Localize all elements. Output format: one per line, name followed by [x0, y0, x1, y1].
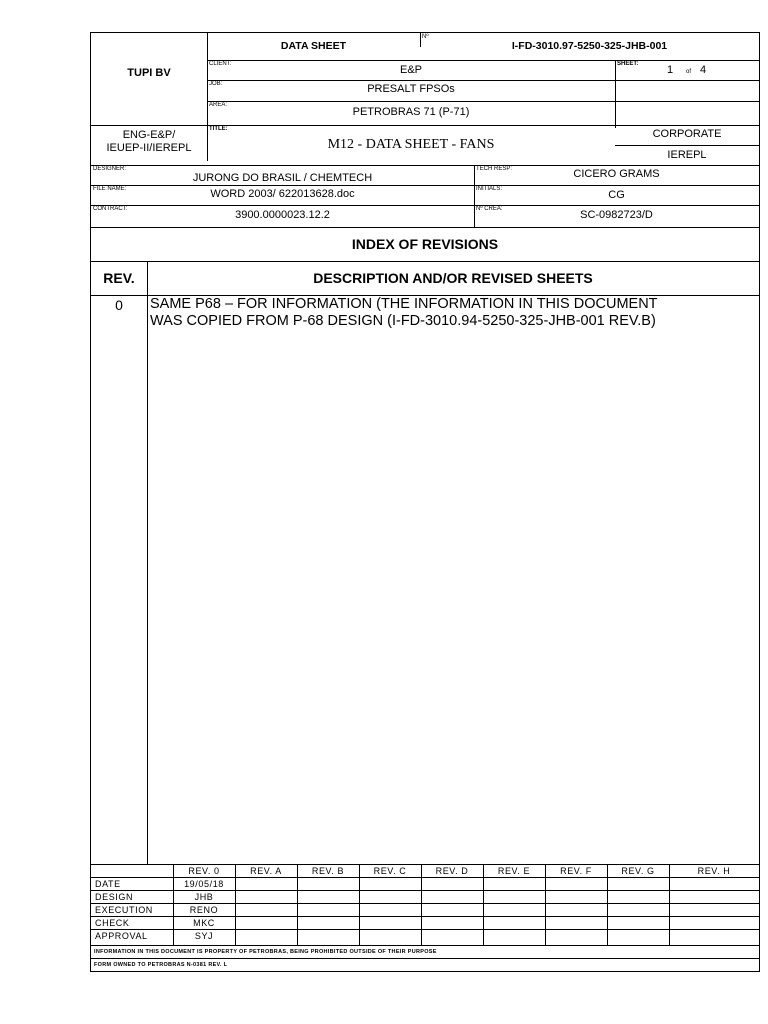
divider — [545, 864, 546, 945]
divider — [91, 929, 759, 930]
contract-value: 3900.0000023.12.2 — [235, 209, 330, 221]
eng-division — [91, 129, 207, 155]
file-name-label: FILE NAME: — [93, 186, 127, 192]
divider — [91, 916, 759, 917]
eng-line-2: IEUEP-II/IEREPL — [106, 142, 192, 154]
rev-column-header: REV. A — [250, 866, 282, 876]
designer-value: JURONG DO BRASIL / CHEMTECH — [192, 172, 373, 184]
initials-value: CG — [608, 189, 625, 201]
document-number: I-FD-3010.97-5250-325-JHB-001 — [511, 40, 668, 52]
rev-column-header: REV. D — [435, 866, 469, 876]
divider — [235, 864, 236, 945]
ownership-notice: INFORMATION IN THIS DOCUMENT IS PROPERTY OF PETROBRAS, BEING PROHIBITED OUTSIDE OF THEIR PURPOSE — [94, 949, 437, 955]
divider — [207, 60, 759, 61]
index-of-revisions-title: INDEX OF REVISIONS — [351, 236, 499, 252]
divider — [297, 864, 298, 945]
crea-value: SC-0982723/D — [580, 209, 653, 221]
divider — [147, 261, 148, 864]
rev-column-header: REV. B — [311, 866, 345, 876]
rev0-design: JHB — [194, 892, 214, 902]
rev-column-header: REV. H — [697, 866, 731, 876]
row-label-approval: APPROVAL — [95, 931, 148, 941]
revision-description-line: SAME P68 – FOR INFORMATION (THE INFORMATION IN THIS DOCUMENT — [150, 296, 658, 312]
document-title: M12 - DATA SHEET - FANS — [327, 137, 495, 152]
initials-label: INITIALS: — [476, 186, 503, 192]
divider — [91, 890, 759, 891]
divider — [207, 101, 759, 102]
rev-column-header: REV. C — [373, 866, 407, 876]
rev0-check: MKC — [193, 918, 215, 928]
job-label: JOB: — [209, 81, 223, 87]
divider — [91, 958, 759, 959]
contract-label: CONTRACT: — [93, 206, 128, 212]
row-label-check: CHECK — [95, 918, 130, 928]
datasheet-form — [90, 32, 760, 972]
divider — [359, 864, 360, 945]
sheet-of: of — [686, 69, 692, 75]
ierepl-label: IEREPL — [667, 149, 707, 161]
rev-header: REV. — [103, 270, 135, 286]
client-label: CLIENT: — [209, 61, 232, 67]
row-label-design: DESIGN — [95, 892, 134, 902]
divider — [607, 864, 608, 945]
rev-column-header: REV. 0 — [188, 866, 220, 876]
job-value: PRESALT FPSOs — [367, 83, 455, 95]
divider — [483, 864, 484, 945]
area-value: PETROBRAS 71 (P-71) — [352, 106, 470, 118]
divider — [91, 877, 759, 878]
eng-line-1: ENG-E&P/ — [122, 129, 176, 141]
tech-resp-value: CICERO GRAMS — [573, 168, 660, 180]
divider — [91, 864, 759, 865]
rev-column-header: REV. E — [497, 866, 531, 876]
revision-description — [150, 296, 658, 330]
rev0-approval: SYJ — [194, 931, 214, 941]
row-label-execution: EXECUTION — [95, 905, 153, 915]
revision-description-line: WAS COPIED FROM P-68 DESIGN (I-FD-3010.94-5250-325-JHB-001 REV.B) — [150, 313, 656, 329]
divider — [91, 205, 759, 206]
divider — [615, 61, 616, 128]
description-header: DESCRIPTION AND/OR REVISED SHEETS — [313, 270, 593, 286]
divider — [91, 125, 759, 126]
number-label: Nº — [422, 34, 429, 40]
rev-column-header: REV. F — [560, 866, 592, 876]
title-label: TITLE: — [209, 126, 228, 132]
tech-resp-label: TECH RESP: — [476, 166, 513, 172]
divider — [91, 165, 759, 166]
form-reference: FORM OWNED TO PETROBRAS N-0381 REV. L — [94, 962, 228, 968]
divider — [91, 903, 759, 904]
rev0-execution: RENO — [189, 905, 219, 915]
designer-label: DESIGNER: — [93, 166, 127, 172]
divider — [669, 864, 670, 945]
rev-column-header: REV. G — [621, 866, 655, 876]
row-label-date: DATE — [95, 879, 121, 889]
divider — [615, 145, 759, 146]
crea-label: Nº CREA: — [476, 206, 503, 212]
rev0-date: 19/05/18 — [184, 879, 224, 889]
sheet-number: 1 — [667, 64, 674, 76]
file-name-value: WORD 2003/ 622013628.doc — [210, 188, 355, 200]
divider — [91, 185, 759, 186]
doc-type: DATA SHEET — [280, 40, 347, 52]
divider — [207, 80, 759, 81]
company-name: TUPI BV — [127, 67, 171, 79]
divider — [91, 945, 759, 946]
divider — [91, 261, 759, 262]
revision-number: 0 — [115, 297, 123, 313]
area-label: AREA: — [209, 102, 228, 108]
sheet-label: SHEET: — [617, 61, 639, 67]
divider — [91, 227, 759, 228]
client-value: E&P — [399, 64, 422, 76]
sheet-total: 4 — [700, 64, 707, 76]
divider — [421, 864, 422, 945]
corporate-label: CORPORATE — [652, 128, 722, 140]
